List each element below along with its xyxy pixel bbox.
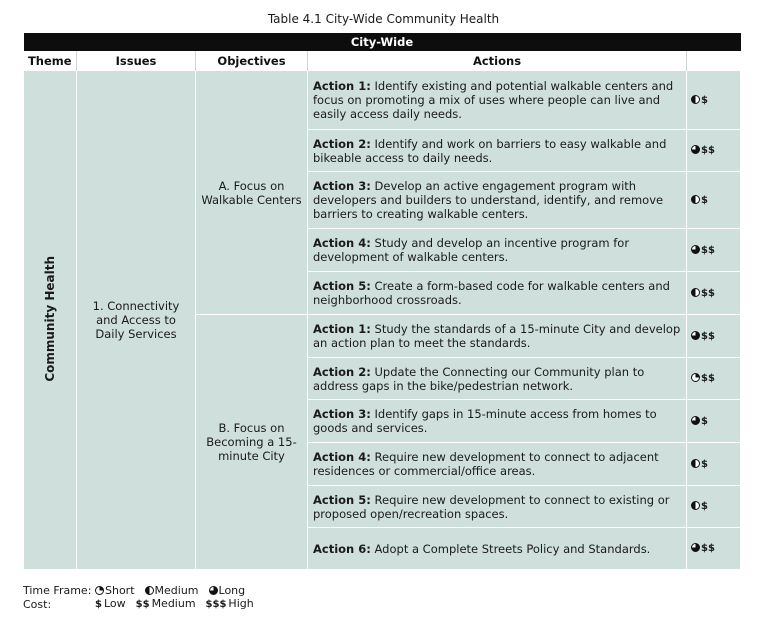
action-text: Require new development to connect to existing or proposed open/recreation spaces.	[313, 492, 670, 521]
action-text: Identify existing and potential walkable centers and focus on promoting a mix of uses where people can live and easily access daily needs.	[313, 79, 674, 121]
timeframe-cost-cell	[687, 443, 741, 486]
cost-symbol: $$	[701, 145, 715, 156]
time-med-icon	[691, 459, 700, 468]
action-title: Action 3:	[313, 179, 371, 193]
action-title: Action 6:	[313, 541, 371, 556]
timeframe-cost-cell	[687, 486, 741, 528]
time-long-icon	[691, 331, 700, 340]
time-med-icon	[145, 586, 154, 595]
action-cell	[308, 229, 687, 272]
action-cell	[308, 172, 687, 229]
time-legend-label: Short	[105, 584, 135, 597]
issue-cell: 1. Connectivity and Access to Daily Services	[77, 71, 196, 570]
action-title: Action 3:	[313, 407, 371, 421]
cost-symbol: $	[701, 501, 708, 512]
action-title: Action 4:	[313, 236, 371, 250]
action-text: Identify gaps in 15-minute access from homes to goods and services.	[313, 407, 657, 435]
timeframe-cost-cell	[687, 130, 741, 172]
cost-symbol: $$	[701, 543, 715, 554]
cost-legend-symbol: $$$	[205, 599, 227, 610]
cost-legend-symbol: $$	[135, 599, 150, 610]
time-long-icon	[691, 245, 700, 254]
header-objectives: Objectives	[196, 51, 308, 71]
cost-symbol: $$	[701, 330, 715, 342]
cost-legend-label: High	[228, 597, 254, 610]
action-title: Action 5:	[313, 279, 371, 293]
action-cell	[308, 400, 687, 443]
cost-legend	[23, 597, 264, 611]
cost-legend-item	[95, 597, 126, 611]
header-symbols	[687, 51, 741, 71]
time-legend-label: Medium	[154, 584, 199, 597]
action-title: Action 1:	[313, 322, 371, 336]
action-text: Create a form-based code for walkable centers and neighborhood crossroads.	[313, 279, 670, 307]
time-legend-item	[95, 584, 135, 597]
table-body	[24, 71, 741, 570]
cost-legend-item	[136, 597, 196, 611]
action-title: Action 1:	[313, 79, 371, 93]
timeframe-cost-cell	[687, 172, 741, 229]
timeframe-cost-cell	[687, 71, 741, 130]
timeframe-cost-cell	[687, 400, 741, 443]
time-long-icon	[691, 145, 700, 154]
action-cell	[308, 358, 687, 400]
table-row	[24, 71, 741, 130]
action-text: Adopt a Complete Streets Policy and Standards.	[370, 541, 651, 556]
action-title: Action 2:	[313, 136, 371, 151]
timeframe-cost-cell	[687, 229, 741, 272]
timeframe-cost-cell	[687, 272, 741, 315]
cost-symbol: $	[701, 458, 708, 470]
action-text: Develop an active engagement program with developers and builders to understand, identify, and remove barriers to creating walkable centers.	[313, 179, 664, 221]
time-long-icon	[209, 586, 218, 595]
theme-cell	[24, 71, 77, 570]
action-cell	[308, 272, 687, 315]
action-text: Study the standards of a 15-minute City and develop an action plan to meet the standards.	[313, 322, 681, 350]
cost-legend-item	[206, 597, 254, 611]
cost-symbol: $$	[701, 373, 715, 384]
action-text: Identify and work on barriers to easy walkable and bikeable access to daily needs.	[313, 136, 667, 165]
header-issues: Issues	[77, 51, 196, 71]
time-long-icon	[691, 416, 700, 425]
header-theme: Theme	[24, 51, 77, 71]
action-text: Require new development to connect to adjacent residences or commercial/office areas.	[313, 450, 659, 478]
cost-symbol: $$	[701, 244, 715, 256]
legend	[23, 584, 264, 611]
time-legend-label: Long	[218, 584, 246, 597]
time-short-icon	[691, 373, 700, 382]
cost-symbol: $	[701, 194, 708, 206]
action-text: Study and develop an incentive program for development of walkable centers.	[313, 236, 630, 264]
action-title: Action 4:	[313, 450, 371, 464]
table-banner: City-Wide	[24, 33, 741, 51]
cost-symbol: $$	[701, 287, 715, 299]
timeframe-cost-cell	[687, 358, 741, 400]
cost-symbol: $	[701, 94, 708, 106]
action-title: Action 2:	[313, 364, 371, 379]
cost-symbol: $	[701, 415, 708, 427]
time-med-icon	[691, 501, 700, 510]
community-health-table	[23, 33, 741, 570]
cost-legend-symbol: $	[95, 599, 102, 610]
cost-legend-label: Low	[103, 597, 126, 610]
time-med-icon	[691, 288, 700, 297]
time-frame-legend	[23, 584, 264, 597]
time-short-icon	[95, 586, 104, 595]
timeframe-cost-cell	[687, 528, 741, 570]
time-frame-label: Time Frame:	[23, 584, 92, 597]
time-med-icon	[691, 195, 700, 204]
action-cell	[308, 315, 687, 358]
timeframe-cost-cell	[687, 315, 741, 358]
action-title: Action 5:	[313, 492, 371, 507]
action-cell	[308, 71, 687, 130]
time-legend-item	[145, 584, 199, 597]
table-caption: Table 4.1 City-Wide Community Health	[267, 12, 500, 26]
action-cell	[308, 443, 687, 486]
cost-legend-label: Medium	[151, 597, 196, 610]
objective-cell: A. Focus on Walkable Centers	[196, 71, 308, 315]
objective-cell: B. Focus on Becoming a 15-minute City	[196, 315, 308, 570]
action-cell	[308, 486, 687, 528]
time-med-icon	[691, 95, 700, 104]
cost-label: Cost:	[23, 597, 52, 611]
time-long-icon	[691, 543, 700, 552]
action-cell	[308, 528, 687, 570]
action-cell	[308, 130, 687, 172]
theme-label: Community Health	[43, 255, 57, 382]
header-actions: Actions	[308, 51, 687, 71]
time-legend-item	[209, 584, 246, 597]
action-text: Update the Connecting our Community plan to address gaps in the bike/pedestrian network.	[313, 364, 645, 393]
